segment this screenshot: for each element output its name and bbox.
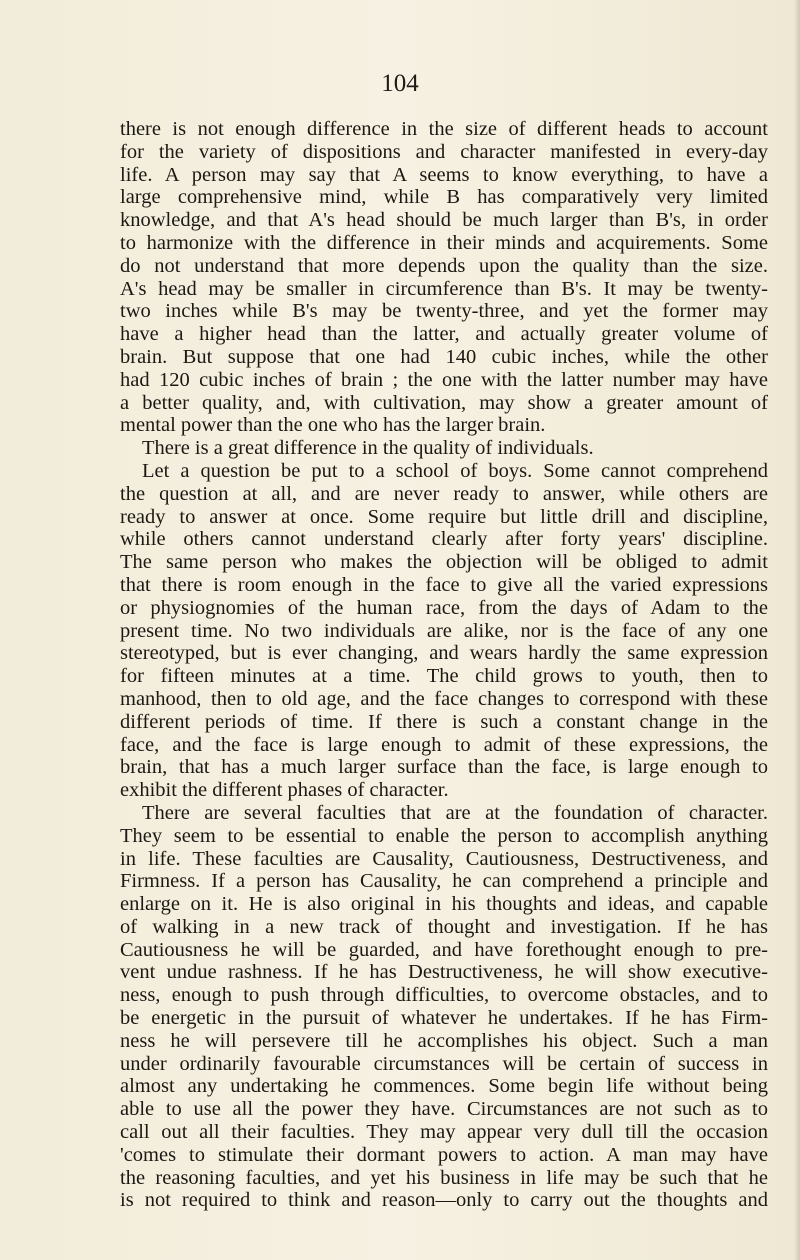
text-line: had 120 cubic inches of brain ; the one with the latter number may have	[120, 368, 768, 391]
text-line: ready to answer at once. Some require but little drill and discipline,	[120, 505, 768, 528]
text-line: ness, enough to push through difficulties, to overcome obstacles, and to	[120, 984, 768, 1007]
text-line: to harmonize with the difference in their minds and acquirements. Some	[120, 231, 768, 254]
text-line: vent undue rashness. If he has Destructiveness, he will show executive-	[120, 961, 768, 984]
text-line: knowledge, and that A's head should be much larger than B's, in order	[120, 209, 768, 232]
text-line: exhibit the different phases of character.	[120, 779, 449, 802]
text-line: They seem to be essential to enable the person to accomplish anything	[120, 824, 768, 847]
page-number: 104	[381, 70, 419, 97]
text-line: There are several faculties that are at the foundation of character.	[142, 801, 768, 824]
text-line: manhood, then to old age, and the face changes to correspond with these	[120, 687, 768, 710]
text-line: 'comes to stimulate their dormant powers to action. A man may have	[120, 1143, 768, 1166]
text-line: for fifteen minutes at a time. The child grows to youth, then to	[120, 665, 768, 688]
text-line: there is not enough difference in the size of different heads to account	[120, 118, 768, 140]
page-edge-shadow	[794, 0, 800, 1260]
body-text	[120, 118, 768, 1212]
text-line: call out all their faculties. They may appear very dull till the occasion	[120, 1121, 768, 1144]
text-line: the question at all, and are never ready to answer, while others are	[120, 482, 768, 505]
text-line: ness he will persevere till he accomplishes his object. Such a man	[120, 1029, 768, 1052]
text-line: mental power than the one who has the larger brain.	[120, 414, 546, 437]
text-line: able to use all the power they have. Circumstances are not such as to	[120, 1098, 768, 1121]
text-line: brain. But suppose that one had 140 cubic inches, while the other	[120, 345, 768, 368]
text-line: life. A person may say that A seems to know everything, to have a	[120, 163, 768, 186]
text-line: of walking in a new track of thought and investigation. If he has	[120, 915, 768, 938]
text-line: enlarge on it. He is also original in his thoughts and ideas, and capable	[120, 893, 768, 916]
text-line: under ordinarily favourable circumstances will be certain of success in	[120, 1052, 768, 1075]
text-line: present time. No two individuals are alike, nor is the face of any one	[120, 619, 768, 642]
text-line: do not understand that more depends upon the quality than the size.	[120, 254, 768, 277]
text-line: for the variety of dispositions and character manifested in every-day	[120, 140, 768, 163]
text-line: A's head may be smaller in circumference than B's. It may be twenty-	[120, 277, 768, 300]
text-line: is not required to think and reason—only to carry out the thoughts and	[120, 1189, 768, 1212]
text-line: face, and the face is large enough to admit of these expressions, the	[120, 733, 768, 756]
text-line: two inches while B's may be twenty-three, and yet the former may	[120, 300, 768, 323]
text-line: brain, that has a much larger surface than the face, is large enough to	[120, 756, 768, 779]
text-line: or physiognomies of the human race, from the days of Adam to the	[120, 596, 768, 619]
text-line: There is a great difference in the quality of individuals.	[142, 437, 594, 460]
text-line: have a higher head than the latter, and actually greater volume of	[120, 323, 768, 346]
text-line: large comprehensive mind, while B has comparatively very limited	[120, 186, 768, 209]
text-line: that there is room enough in the face to give all the varied expressions	[120, 573, 768, 596]
text-line: in life. These faculties are Causality, Cautiousness, Destructiveness, and	[120, 847, 768, 870]
text-line: Firmness. If a person has Causality, he can comprehend a principle and	[120, 870, 768, 893]
text-line: almost any undertaking he commences. Some begin life without being	[120, 1075, 768, 1098]
text-line: be energetic in the pursuit of whatever he undertakes. If he has Firm-	[120, 1007, 768, 1030]
text-line: The same person who makes the objection will be obliged to admit	[120, 551, 768, 574]
text-line: stereotyped, but is ever changing, and wears hardly the same expression	[120, 642, 768, 665]
text-line: Cautiousness he will be guarded, and have forethought enough to pre-	[120, 938, 768, 961]
text-line: Let a question be put to a school of boys. Some cannot comprehend	[142, 459, 768, 482]
text-line: the reasoning faculties, and yet his business in life may be such that he	[120, 1166, 768, 1189]
text-line: different periods of time. If there is such a constant change in the	[120, 710, 768, 733]
text-line: a better quality, and, with cultivation, may show a greater amount of	[120, 391, 768, 414]
text-line: while others cannot understand clearly after forty years' discipline.	[120, 528, 768, 551]
